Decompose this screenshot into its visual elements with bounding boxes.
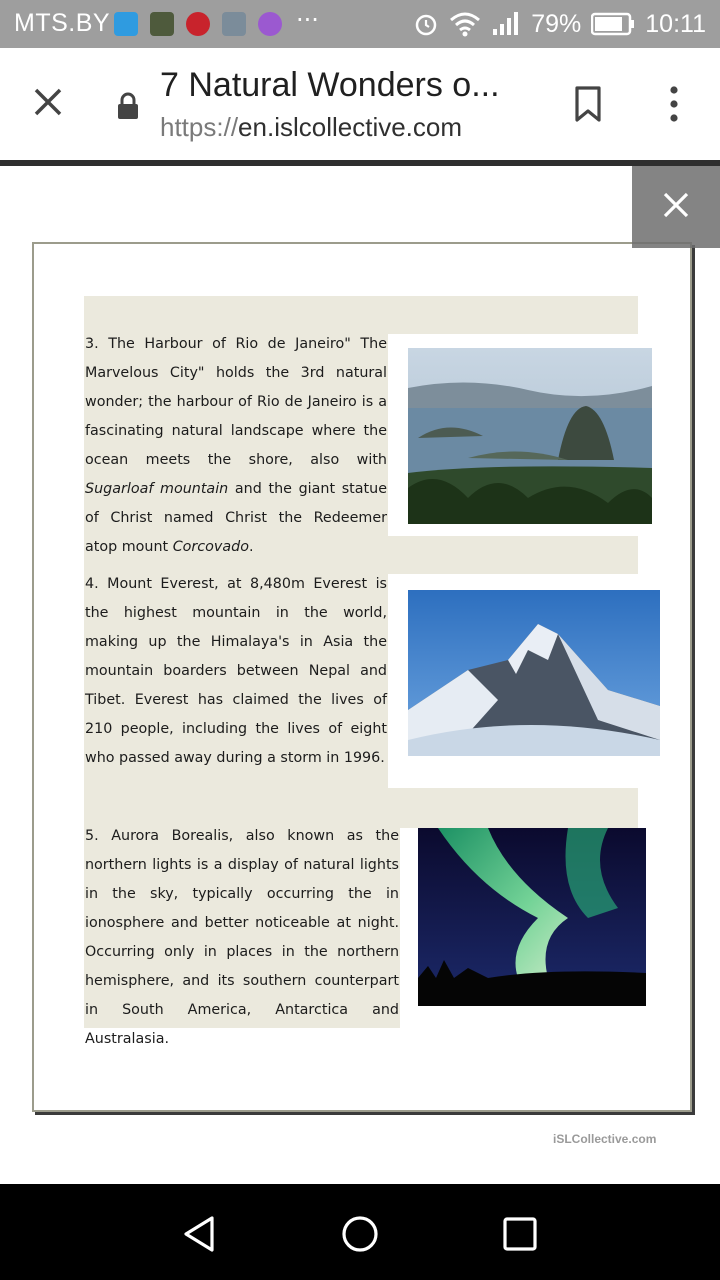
section-everest-text: 4. Mount Everest, at 8,480m Everest is the highest mountain in the world, making up the Himalaya's in Asia the mountain boarders between Nepal and Tibet. Everest has claimed the lives of 210 people, including the lives of eight who passed away during a storm in 1996.	[85, 576, 387, 766]
pinterest-icon	[186, 12, 210, 36]
url-host: en.islcollective.com	[238, 112, 463, 142]
status-bar	[0, 0, 720, 48]
photo-app-icon	[150, 12, 174, 36]
signal-icon	[491, 11, 521, 37]
battery-percent: 79%	[531, 9, 582, 38]
aurora-photo	[418, 828, 646, 1006]
rio-harbour-photo	[408, 348, 652, 524]
battery-icon	[591, 12, 635, 36]
browser-toolbar	[0, 48, 720, 160]
back-icon[interactable]	[180, 1214, 220, 1254]
carrier-name: MTS.BY	[14, 9, 111, 37]
overflow-menu-icon[interactable]	[664, 84, 684, 124]
url-scheme: https://	[160, 112, 239, 142]
url-text[interactable]	[160, 112, 462, 143]
page-title[interactable]: 7 Natural Wonders o...	[160, 66, 500, 104]
mts-app-icon	[114, 12, 138, 36]
close-icon[interactable]	[632, 166, 720, 248]
footer-logo: iSLCollective.com	[553, 1132, 657, 1146]
page-content[interactable]	[0, 166, 720, 1184]
wifi-icon	[449, 11, 481, 37]
gallery-icon	[222, 12, 246, 36]
everest-photo	[408, 590, 660, 756]
text-band	[84, 296, 638, 334]
home-icon[interactable]	[340, 1214, 380, 1254]
worksheet	[32, 242, 692, 1112]
more-notifications-icon: ···	[296, 6, 319, 34]
messages-icon	[258, 12, 282, 36]
lock-icon[interactable]	[116, 92, 140, 120]
close-overlay-button[interactable]	[632, 166, 720, 248]
bookmark-icon[interactable]	[574, 86, 602, 122]
close-icon[interactable]	[30, 84, 66, 120]
system-nav-bar	[0, 1184, 720, 1280]
recents-icon[interactable]	[502, 1216, 538, 1252]
alarm-icon	[413, 11, 439, 37]
section-rio-text: 3. The Harbour of Rio de Janeiro" The Marvelous City" holds the 3rd natural wonder; the harbour of Rio de Janeiro is a fascinating natural landscape where the ocean meets the shore, also with Sugarloaf mountain and the giant statue of Christ named Christ the Redeemer atop mount Corcovado.	[85, 336, 388, 555]
section-aurora-text: 5. Aurora Borealis, also known as the northern lights is a display of natural lights in the sky, typically occurring the in ionosphere and better noticeable at night. Occurring only in places in the northern hemisphere, and its southern counterpart in South America, Antarctica and Australasia.	[85, 828, 399, 1047]
clock: 10:11	[645, 9, 706, 38]
